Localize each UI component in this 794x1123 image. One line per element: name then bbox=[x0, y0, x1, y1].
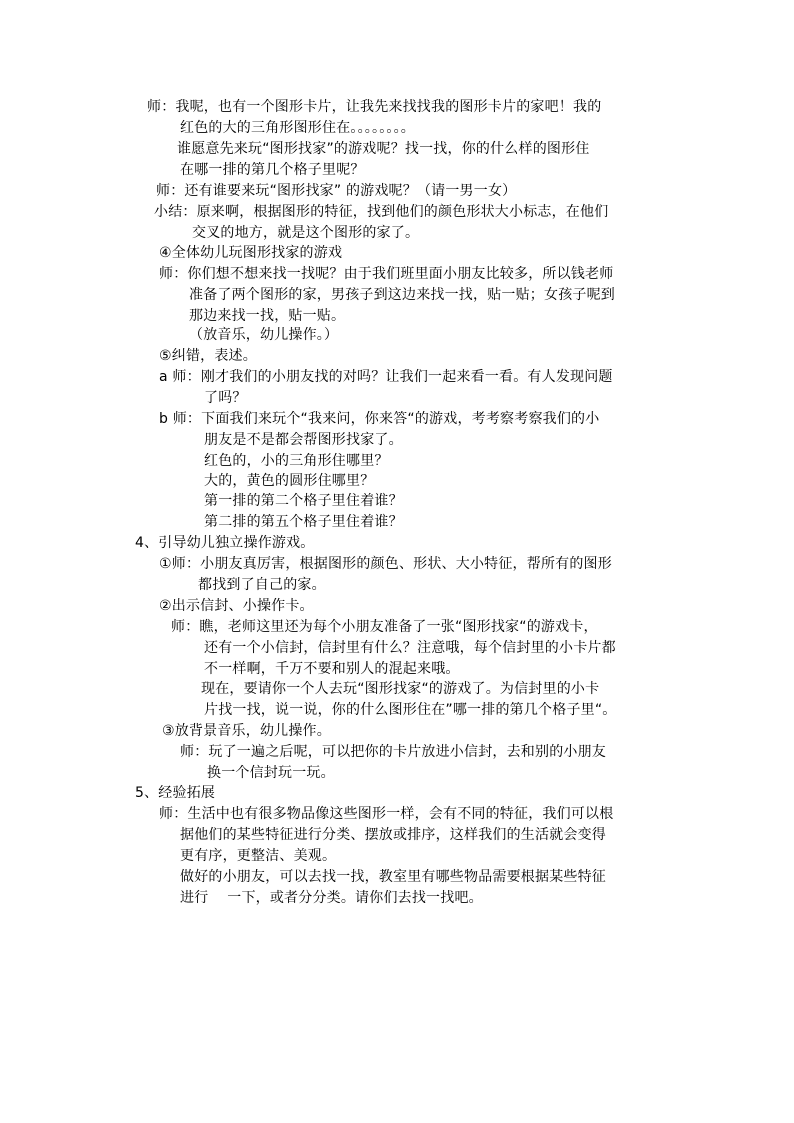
text-line: 做好的小朋友，可以去找一找，教室里有哪些物品需要根据某些特征 bbox=[180, 869, 606, 885]
text-line: 那边来找一找，贴一贴。 bbox=[189, 308, 346, 324]
text-line: 师：你们想不想来找一找呢？由于我们班里面小朋友比较多，所以钱老师 bbox=[159, 266, 614, 282]
text-line: 片找一找，说一说，你的什么图形住在”哪一排的第几个格子里“。 bbox=[204, 702, 617, 718]
text-line: 据他们的某些特征进行分类、摆放或排序，这样我们的生活就会变得 bbox=[180, 827, 606, 843]
text-line: ②出示信封、小操作卡。 bbox=[159, 598, 314, 614]
text-line: 还有一个小信封，信封里有什么？注意哦，每个信封里的小卡片都 bbox=[204, 640, 616, 656]
section-heading: 4、引导幼儿独立操作游戏。 bbox=[135, 535, 315, 551]
section-heading: 5、经验拓展 bbox=[135, 785, 216, 801]
text-line: 红色的大的三角形图形住在。。。。。。。。 bbox=[180, 120, 415, 136]
text-line: ③放背景音乐，幼儿操作。 bbox=[162, 723, 331, 739]
text-line: 红色的，小的三角形住哪里？ bbox=[204, 453, 389, 469]
text-line: 在哪一排的第几个格子里呢？ bbox=[180, 162, 365, 178]
text-line: a 师：刚才我们的小朋友找的对吗？让我们一起来看一看。有人发现问题 bbox=[159, 369, 613, 385]
text-line: 不一样啊，千万不要和别人的混起来哦。 bbox=[204, 661, 460, 677]
text-line: 师：玩了一遍之后呢，可以把你的卡片放进小信封，去和别的小朋友 bbox=[180, 744, 606, 760]
text-line: 了吗？ bbox=[204, 390, 247, 406]
text-line: 小结：原来啊，根据图形的特征，找到他们的颜色形状大小标志，在他们 bbox=[154, 204, 609, 220]
text-line: b 师：下面我们来玩个“我来问，你来答“的游戏，考考察考察我们的小 bbox=[159, 411, 600, 427]
text-line: 师：我呢，也有一个图形卡片，让我先来找找我的图形卡片的家吧！我的 bbox=[147, 99, 602, 115]
text-line: 交叉的地方，就是这个图形的家了。 bbox=[192, 225, 420, 241]
text-line: 谁愿意先来玩“图形找家”的游戏呢？找一找，你的什么样的图形住 bbox=[177, 141, 590, 157]
text-line: ④全体幼儿玩图形找家的游戏 bbox=[159, 245, 343, 261]
text-line: ①师：小朋友真厉害，根据图形的颜色、形状、大小特征，帮所有的图形 bbox=[159, 556, 612, 572]
text-line: 更有序，更整洁、美观。 bbox=[180, 848, 337, 864]
text-line: （放音乐，幼儿操作。） bbox=[189, 327, 339, 343]
text-line: ⑤纠错，表述。 bbox=[159, 348, 257, 364]
text-line: 师：还有谁要来玩“图形找家” 的游戏呢？（请一男一女） bbox=[156, 183, 517, 199]
text-line: 换一个信封玩一玩。 bbox=[207, 765, 335, 781]
text-line: 大的，黄色的圆形住哪里？ bbox=[204, 473, 375, 489]
text-line: 都找到了自己的家。 bbox=[198, 577, 326, 593]
text-line: 第二排的第五个格子里住着谁？ bbox=[204, 514, 403, 530]
text-line: 进行 一下，或者分分类。请你们去找一找吧。 bbox=[180, 890, 483, 906]
text-line: 准备了两个图形的家，男孩子到这边来找一找，贴一贴；女孩子呢到 bbox=[189, 287, 615, 303]
text-line: 师：瞧，老师这里还为每个小朋友准备了一张“图形找家“的游戏卡， bbox=[171, 619, 598, 635]
text-line: 现在，要请你一个人去玩“图形找家“的游戏了。为信封里的小卡 bbox=[201, 681, 600, 697]
text-line: 朋友是不是都会帮图形找家了。 bbox=[204, 432, 403, 448]
text-line: 第一排的第二个格子里住着谁？ bbox=[204, 493, 403, 509]
text-line: 师：生活中也有很多物品像这些图形一样，会有不同的特征，我们可以根 bbox=[159, 806, 614, 822]
